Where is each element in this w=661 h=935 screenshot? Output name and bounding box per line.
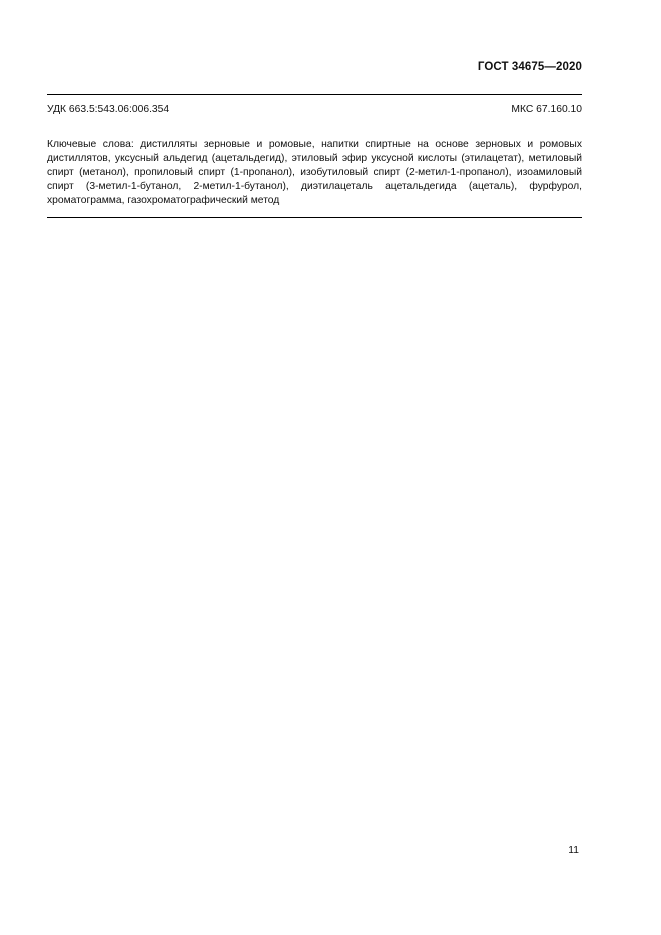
mks-code: МКС 67.160.10: [511, 104, 582, 115]
classification-row: [47, 104, 582, 115]
document-code: ГОСТ 34675—2020: [477, 61, 582, 73]
keywords-paragraph: Ключевые слова: дистилляты зерновые и ромовые, напитки спиртные на основе зерновых и ромовых дистиллятов, уксусный альдегид (ацетальдегид), этиловый эфир уксусной кислоты (этилацетат), метиловый спирт (метанол), пропиловый спирт (1-пропанол), изобутиловый спирт (2-метил-1-пропанол), изоамиловый спирт (3-метил-1-бутанол, 2-метил-1-бутанол), диэтилацеталь ацетальдегида (ацеталь), фурфурол, хроматограмма, газохроматографический метод: [47, 139, 582, 206]
top-divider: [47, 94, 582, 95]
udc-code: УДК 663.5:543.06:006.354: [47, 104, 170, 115]
bottom-divider: [47, 217, 582, 218]
page-number: 11: [568, 845, 579, 856]
